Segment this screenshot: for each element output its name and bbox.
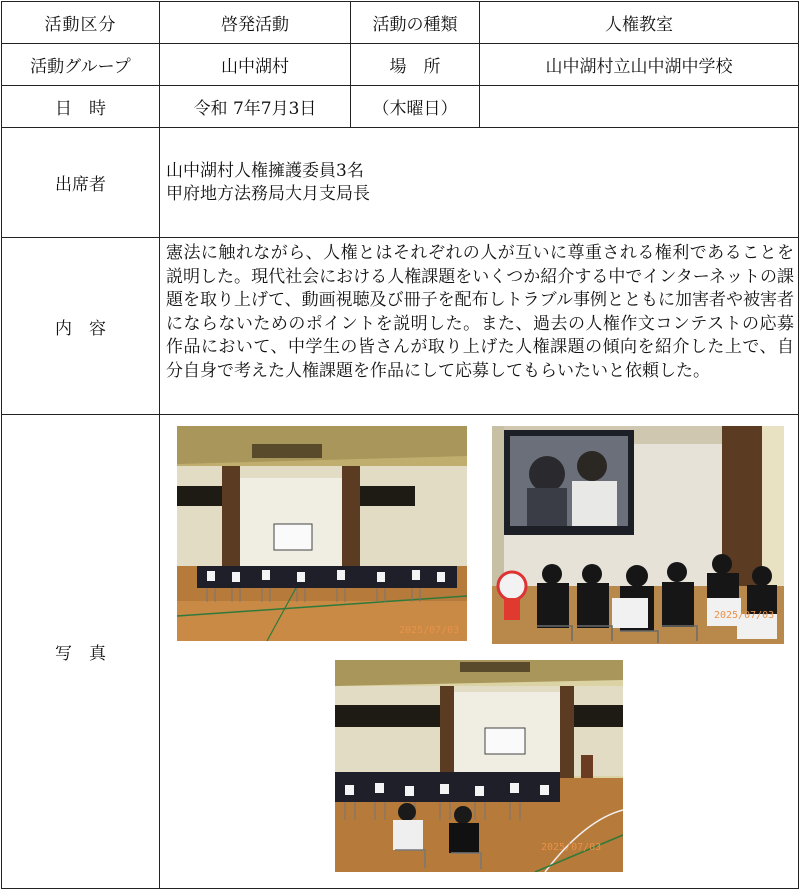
attendees-list xyxy=(160,128,799,238)
row-datetime xyxy=(2,86,799,128)
row-photos xyxy=(2,415,799,889)
svg-text:2025/07/03: 2025/07/03 xyxy=(399,625,460,636)
label-place: 場 所 xyxy=(351,44,480,86)
row-attendees xyxy=(2,128,799,238)
attendee-line: 山中湖村人権擁護委員3名 xyxy=(166,160,364,181)
svg-text:2025/07/03: 2025/07/03 xyxy=(714,610,775,621)
photo-students-watching-video xyxy=(492,426,784,644)
row-category xyxy=(2,2,799,44)
photo-gym-assembly-wide xyxy=(177,426,467,641)
value-weekday: （木曜日） xyxy=(351,86,480,128)
label-group: 活動グループ xyxy=(2,44,160,86)
label-attendees: 出席者 xyxy=(2,128,160,238)
value-group: 山中湖村 xyxy=(160,44,351,86)
value-activity-type: 人権教室 xyxy=(480,2,799,44)
photos-cell xyxy=(160,415,799,889)
label-datetime: 日 時 xyxy=(2,86,160,128)
label-photos: 写 真 xyxy=(2,415,160,889)
row-content xyxy=(2,238,799,415)
label-content: 内 容 xyxy=(2,238,160,415)
photo-gym-assembly-rear xyxy=(335,660,623,872)
value-category: 啓発活動 xyxy=(160,2,351,44)
value-place: 山中湖村立山中湖中学校 xyxy=(480,44,799,86)
content-text: 憲法に触れながら、人権とはそれぞれの人が互いに尊重される権利であることを説明した。現代社会における人権課題をいくつか紹介する中でインターネットの課題を取り上げて、動画視聴及び冊子を配布しトラブル事例とともに加害者や被害者にならないためのポイントを説明した。また、過去の人権作文コンテストの応募作品において、中学生の皆さんが取り上げた人権課題の傾向を紹介した上で、自分自身で考えた人権課題を作品にして応募してもらいたいと依頼した。 xyxy=(160,238,799,415)
row-group xyxy=(2,44,799,86)
label-activity-type: 活動の種類 xyxy=(351,2,480,44)
activity-report-table xyxy=(1,1,799,889)
empty-cell xyxy=(480,86,799,128)
value-date: 令和 7年7月3日 xyxy=(160,86,351,128)
label-category: 活動区分 xyxy=(2,2,160,44)
svg-text:2025/07/03: 2025/07/03 xyxy=(541,842,602,853)
attendee-line: 甲府地方法務局大月支局長 xyxy=(166,183,370,204)
